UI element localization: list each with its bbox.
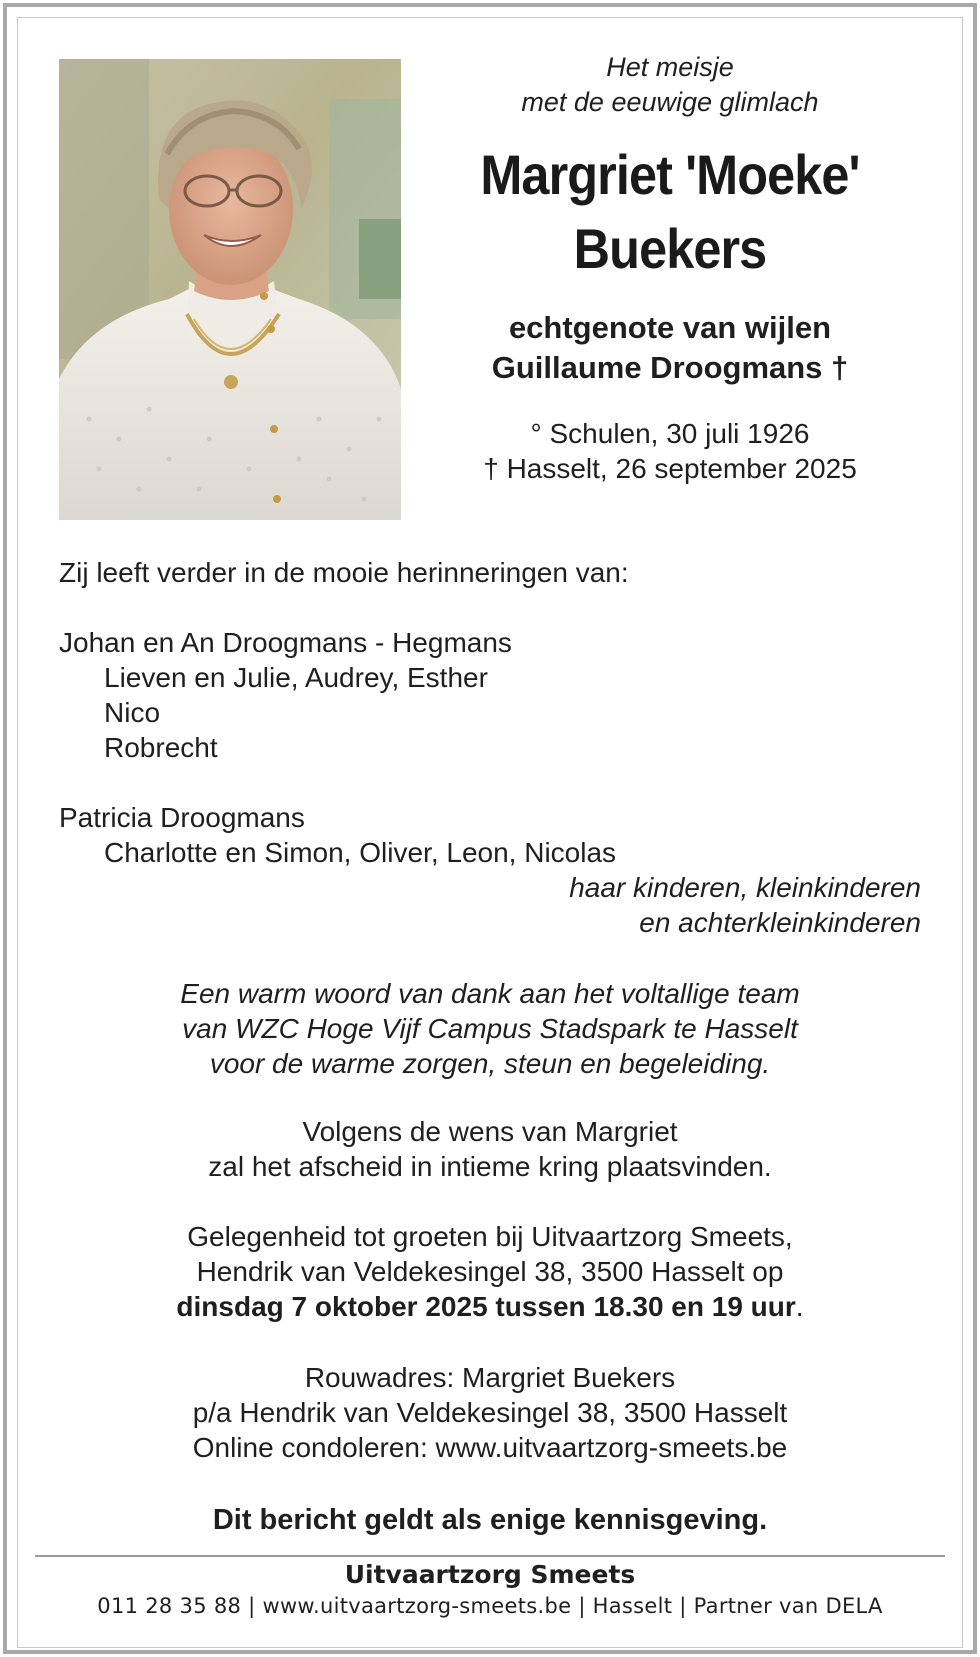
address-line-2: p/a Hendrik van Veldekesingel 38, 3500 Hasselt: [192, 1397, 788, 1428]
wish-section: [59, 1114, 921, 1184]
condolence-line: Online condoleren: www.uitvaartzorg-smeets.be: [192, 1432, 788, 1463]
header-column: [430, 50, 910, 486]
relation-line-1: haar kinderen, kleinkinderen: [569, 872, 921, 903]
family-group-2-head: Patricia Droogmans: [59, 802, 305, 833]
portrait-photo: [59, 59, 401, 520]
spouse-line-1: echtgenote van wijlen: [508, 310, 832, 345]
subtitle-line-2: met de eeuwige glimlach: [521, 87, 819, 117]
deceased-name-line-2: Buekers: [573, 217, 767, 280]
family-intro: Zij leeft verder in de mooie herinneringen van:: [59, 557, 629, 588]
address-line-1: Rouwadres: Margriet Buekers: [304, 1362, 676, 1393]
family-section: [59, 555, 921, 940]
death-date: † Hasselt, 26 september 2025: [483, 453, 857, 484]
thanks-section: [59, 976, 921, 1081]
visitation-line-3: [59, 1289, 921, 1324]
thanks-line-1: Een warm woord van dank aan het voltallige team: [180, 978, 800, 1009]
visitation-period: .: [795, 1291, 804, 1322]
wish-line-2: zal het afscheid in intieme kring plaatsvinden.: [208, 1151, 772, 1182]
thanks-line-2: van WZC Hoge Vijf Campus Stadspark te Hasselt: [182, 1013, 798, 1044]
visitation-datetime: dinsdag 7 oktober 2025 tussen 18.30 en 19 uur: [176, 1291, 796, 1322]
spouse-line-2: Guillaume Droogmans †: [491, 350, 849, 385]
notice-text: Dit bericht geldt als enige kennisgeving.: [212, 1504, 768, 1536]
footer-divider: [35, 1555, 945, 1557]
family-group-1-member: Robrecht: [104, 732, 218, 763]
family-group-1-head: Johan en An Droogmans - Hegmans: [59, 627, 512, 658]
family-group-2-member: Charlotte en Simon, Oliver, Leon, Nicolas: [104, 837, 617, 868]
footer-company: Uitvaartzorg Smeets: [344, 1560, 636, 1589]
family-group-1-member: Lieven en Julie, Audrey, Esther: [104, 662, 488, 693]
wish-line-1: Volgens de wens van Margriet: [302, 1116, 678, 1147]
visitation-line-2: Hendrik van Veldekesingel 38, 3500 Hasselt op: [196, 1256, 784, 1287]
visitation-section: [59, 1219, 921, 1324]
relation-line-2: en achterkleinkinderen: [639, 907, 921, 938]
birth-date: ° Schulen, 30 juli 1926: [530, 418, 810, 449]
deceased-name-line-1: Margriet 'Moeke': [480, 143, 860, 206]
address-section: [59, 1360, 921, 1465]
footer-contact: 011 28 35 88 | www.uitvaartzorg-smeets.be | Hasselt | Partner van DELA: [97, 1594, 883, 1618]
subtitle-line-1: Het meisje: [606, 52, 734, 82]
thanks-line-3: voor de warme zorgen, steun en begeleiding.: [209, 1048, 771, 1079]
visitation-line-1: Gelegenheid tot groeten bij Uitvaartzorg Smeets,: [187, 1221, 793, 1252]
family-group-1-member: Nico: [104, 697, 161, 728]
